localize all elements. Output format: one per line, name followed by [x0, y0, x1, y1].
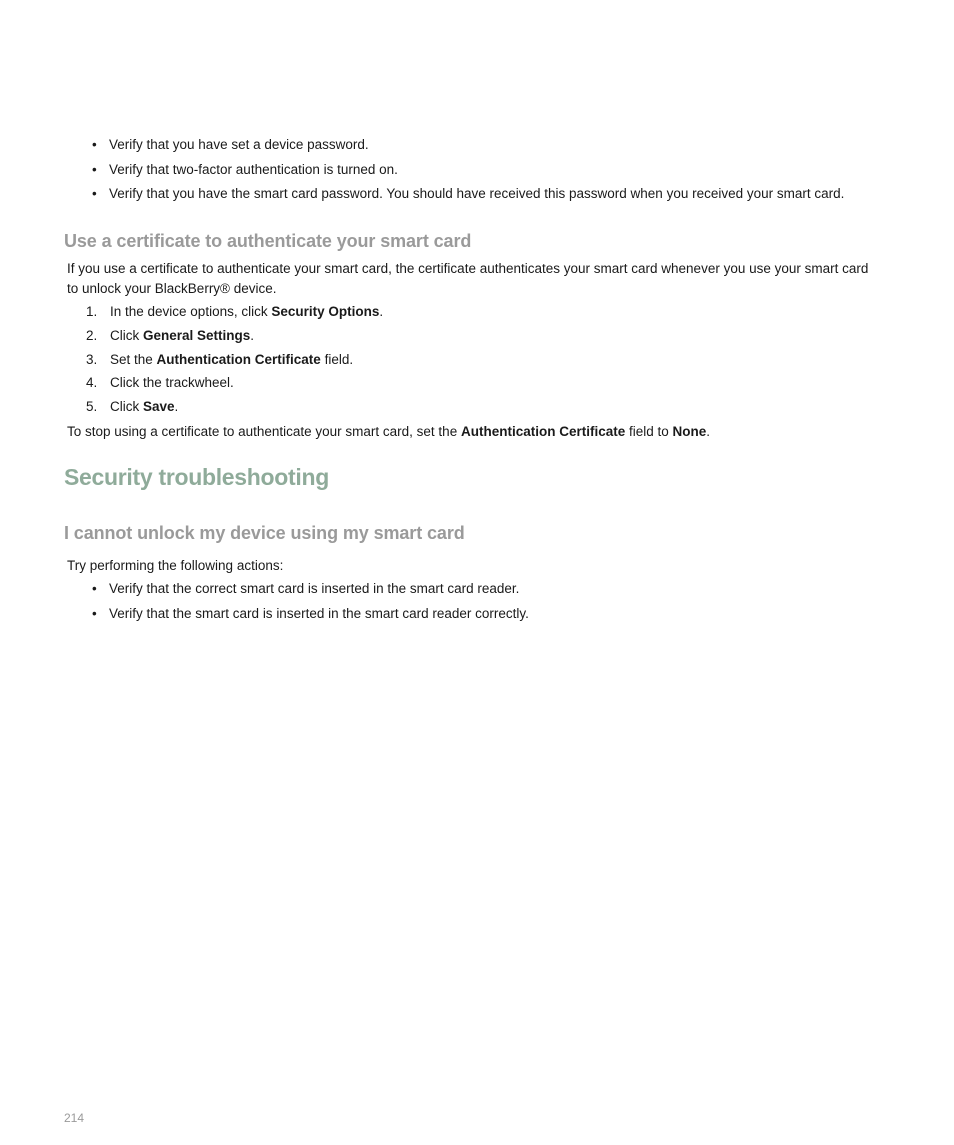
step-number: 5. — [86, 399, 98, 415]
step-number: 4. — [86, 375, 98, 391]
list-item — [92, 158, 844, 183]
step-text-end: . — [174, 399, 179, 415]
step-item — [86, 348, 383, 372]
step-text-end: . — [250, 327, 255, 343]
step-number: 2. — [86, 327, 98, 343]
unlock-section-heading: I cannot unlock my device using my smart card — [64, 523, 465, 543]
list-item-text: Verify that the smart card is inserted in the smart card reader correctly. — [109, 605, 529, 621]
bullet-marker: • — [92, 605, 97, 621]
list-item-text: Verify that two-factor authentication is turned on. — [109, 161, 398, 177]
certificate-stop-note — [67, 422, 710, 442]
step-text-end: field. — [320, 351, 354, 367]
step-number: 1. — [86, 304, 98, 319]
stop-note-text-end: . — [706, 424, 711, 439]
step-text: Click — [110, 399, 143, 415]
list-item — [92, 133, 844, 158]
intro-bullet-list — [92, 133, 844, 207]
step-text: Click — [110, 327, 143, 343]
certificate-intro-line-1: If you use a certificate to authenticate your smart card, the certificate authenticates your smart card whenever you use your smart card — [67, 261, 869, 276]
step-ui-term: Authentication Certificate — [156, 351, 321, 367]
unlock-bullet-list — [92, 577, 529, 626]
list-item-text: Verify that you have the smart card password. You should have received this password when you received your smart card. — [109, 186, 845, 201]
list-item-text: Verify that the correct smart card is inserted in the smart card reader. — [109, 581, 520, 596]
step-item — [86, 395, 383, 419]
step-ui-term: General Settings — [143, 327, 251, 343]
bullet-marker: • — [92, 581, 97, 596]
step-text-end: . — [379, 304, 384, 319]
certificate-intro-line-2: to unlock your BlackBerry® device. — [67, 281, 277, 296]
step-item — [86, 324, 383, 348]
step-text: Set the — [110, 351, 157, 367]
stop-note-value: None — [672, 424, 707, 439]
page-number: 214 — [64, 1111, 85, 1125]
stop-note-text-mid: field to — [625, 424, 673, 439]
step-ui-term: Security Options — [271, 304, 380, 319]
step-number: 3. — [86, 351, 98, 367]
step-ui-term: Save — [143, 399, 175, 415]
list-item — [92, 602, 529, 627]
certificate-section-heading: Use a certificate to authenticate your smart card — [64, 231, 472, 251]
stop-note-text: To stop using a certificate to authenticate your smart card, set the — [67, 424, 461, 439]
step-text: Click the trackwheel. — [110, 375, 234, 391]
list-item — [92, 182, 844, 207]
bullet-marker: • — [92, 137, 97, 152]
unlock-intro: Try performing the following actions: — [67, 558, 284, 573]
bullet-marker: • — [92, 161, 97, 177]
list-item — [92, 577, 529, 602]
bullet-marker: • — [92, 186, 97, 201]
step-item — [86, 371, 383, 395]
step-text: In the device options, click — [110, 304, 272, 319]
certificate-steps-list — [86, 300, 383, 419]
step-item — [86, 300, 383, 324]
stop-note-ui-term: Authentication Certificate — [460, 424, 626, 439]
troubleshooting-heading: Security troubleshooting — [64, 464, 329, 490]
certificate-intro-paragraph — [67, 259, 868, 299]
list-item-text: Verify that you have set a device password. — [109, 137, 369, 152]
